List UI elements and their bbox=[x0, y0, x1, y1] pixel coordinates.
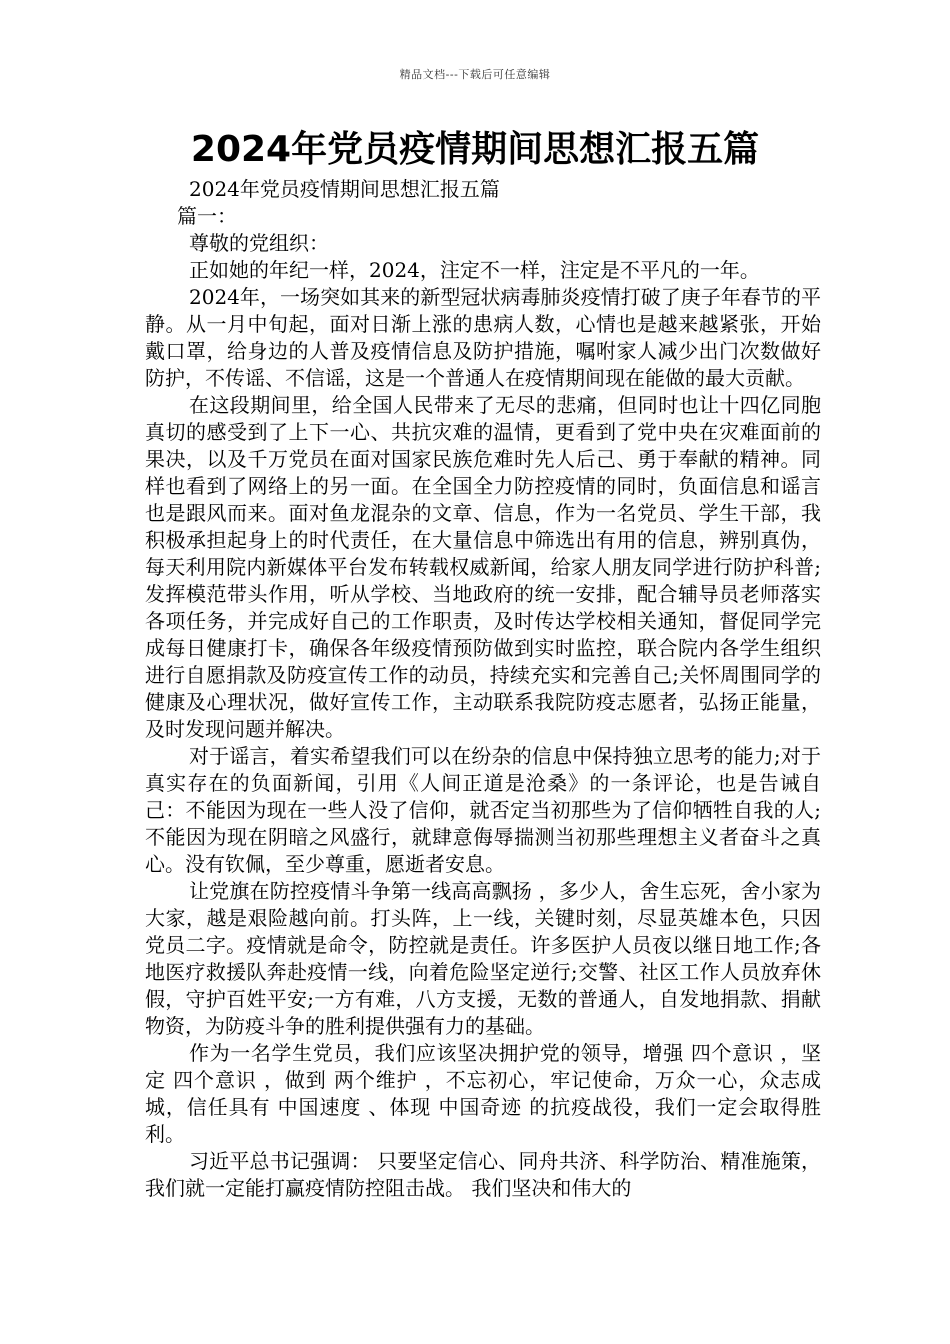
paragraph: 在这段期间里，给全国人民带来了无尽的悲痛，但同时也让十四亿同胞真切的感受到了上下一心、共抗灾难的温情，更看到了党中央在灾难面前的果决，以及千万党员在面对国家民族危难时先人后己、勇于奉献的精神。同样也看到了网络上的另一面。在全国全力防控疫情的同时，负面信息和谣言也是跟风而来。面对鱼龙混杂的文章、信息，作为一名党员、学生干部，我积极承担起身上的时代责任，在大量信息中筛选出有用的信息，辨别真伪，每天利用院内新媒体平台发布转载权威新闻，给家人朋友同学进行防护科普;发挥模范带头作用，听从学校、当地政府的统一安排，配合辅导员老师落实各项任务，并完成好自己的工作职责，及时传达学校相关通知，督促同学完成每日健康打卡，确保各年级疫情预防做到实时监控，联合院内各学生组织进行自愿捐款及防疫宣传工作的动员，持续充实和完善自己;关怀周围同学的健康及心理状况，做好宣传工作，主动联系我院防疫志愿者，弘扬正能量，及时发现问题并解决。 bbox=[145, 393, 821, 741]
paragraph: 习近平总书记强调： 只要坚定信心、同舟共济、科学防治、精准施策，我们就一定能打赢疫情防控阻击战。 我们坚决和伟大的 bbox=[145, 1149, 821, 1200]
section-label: 篇一： bbox=[177, 204, 237, 228]
document-subtitle: 2024年党员疫情期间思想汇报五篇 bbox=[189, 177, 500, 201]
paragraph: 让党旗在防控疫情斗争第一线高高飘扬 ，多少人，舍生忘死，舍小家为大家，越是艰险越向前。打头阵，上一线，关键时刻，尽显英雄本色，只因党员二字。疫情就是命令，防控就是责任。许多医护人员夜以继日地工作;各地医疗救援队奔赴疫情一线，向着危险坚定逆行;交警、社区工作人员放弃休假，守护百姓平安;一方有难，八方支援，无数的普通人，自发地捐款、捐献物资，为防疫斗争的胜利提供强有力的基础。 bbox=[145, 879, 821, 1038]
header-note: 精品文档---下载后可任意编辑 bbox=[399, 68, 551, 81]
paragraph: 对于谣言，着实希望我们可以在纷杂的信息中保持独立思考的能力;对于真实存在的负面新闻，引用《人间正道是沧桑》的一条评论，也是告诫自己：不能因为现在一些人没了信仰，就否定当初那些为了信仰牺牲自我的人;不能因为现在阴暗之风盛行，就肆意侮辱揣测当初那些理想主义者奋斗之真心。没有钦佩，至少尊重，愿逝者安息。 bbox=[145, 744, 821, 876]
paragraph: 作为一名学生党员，我们应该坚决拥护党的领导，增强 四个意识 ，坚定 四个意识 ，做到 两个维护 ，不忘初心，牢记使命，万众一心，众志成城，信任具有 中国速度 、体现 中国奇迹 的抗疫战役，我们一定会取得胜利。 bbox=[145, 1041, 821, 1146]
paragraph: 正如她的年纪一样，2024，注定不一样，注定是不平凡的一年。 bbox=[189, 258, 760, 282]
paragraph: 2024年，一场突如其来的新型冠状病毒肺炎疫情打破了庚子年春节的平静。从一月中旬起，面对日渐上涨的患病人数，心情也是越来越紧张，开始戴口罩，给身边的人普及疫情信息及防护措施，嘱咐家人减少出门次数做好防护，不传谣、不信谣，这是一个普通人在疫情期间现在能做的最大贡献。 bbox=[145, 285, 821, 390]
salutation: 尊敬的党组织： bbox=[189, 231, 329, 255]
document-body bbox=[145, 176, 821, 1202]
document-title: 2024年党员疫情期间思想汇报五篇 bbox=[190, 129, 760, 170]
